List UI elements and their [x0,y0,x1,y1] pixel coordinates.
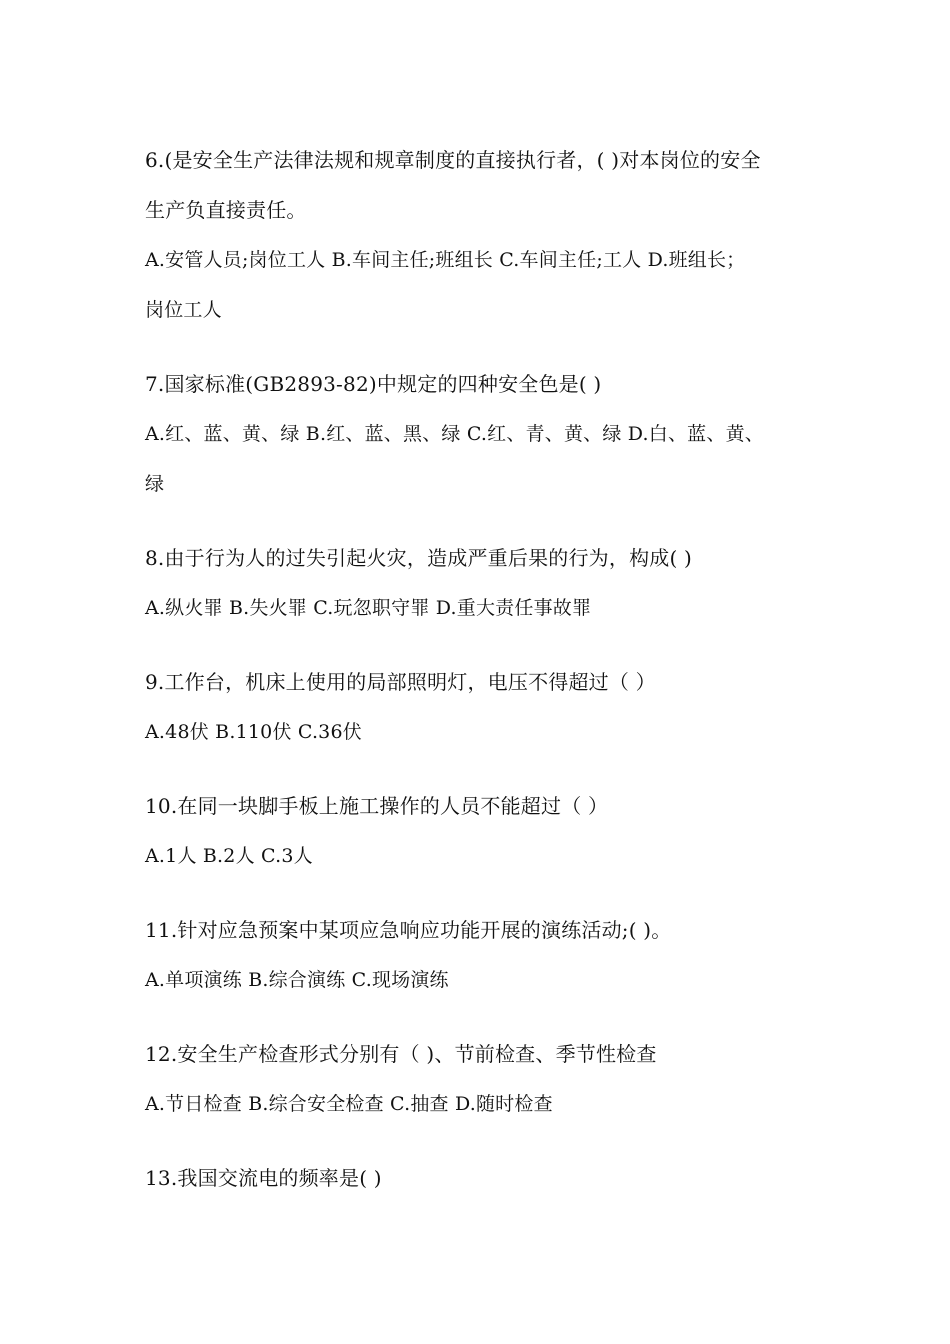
question-13-stem: 13.我国交流电的频率是( ) [145,1166,382,1190]
question-11-stem: 11.针对应急预案中某项应急响应功能开展的演练活动;( )。 [145,918,672,942]
question-6-options-line-2: 岗位工人 [145,299,222,321]
question-6-stem-line-2: 生产负直接责任。 [145,198,307,222]
question-7-stem: 7.国家标准(GB2893-82)中规定的四种安全色是( ) [145,372,602,396]
question-12-stem: 12.安全生产检查形式分别有（ )、节前检查、季节性检查 [145,1042,657,1066]
question-12-options: A.节日检查 B.综合安全检查 C.抽查 D.随时检查 [145,1093,553,1115]
question-6-stem-line-1: 6.(是安全生产法律法规和规章制度的直接执行者，( )对本岗位的安全 [145,148,761,172]
question-10-options: A.1人 B.2人 C.3人 [145,845,313,867]
question-8-stem: 8.由于行为人的过失引起火灾，造成严重后果的行为，构成( ) [145,546,693,570]
question-7-options-line-2: 绿 [145,473,165,495]
question-10-stem: 10.在同一块脚手板上施工操作的人员不能超过（ ） [145,794,609,818]
question-11-options: A.单项演练 B.综合演练 C.现场演练 [145,969,449,991]
question-8-options: A.纵火罪 B.失火罪 C.玩忽职守罪 D.重大责任事故罪 [145,597,592,619]
question-7-options-line-1: A.红、蓝、黄、绿 B.红、蓝、黑、绿 C.红、青、黄、绿 D.白、蓝、黄、 [145,423,764,445]
question-9-options: A.48伏 B.110伏 C.36伏 [145,721,362,743]
question-6-options-line-1: A.安管人员;岗位工人 B.车间主任;班组长 C.车间主任;工人 D.班组长； [145,249,746,271]
question-9-stem: 9.工作台，机床上使用的局部照明灯，电压不得超过（ ） [145,670,656,694]
